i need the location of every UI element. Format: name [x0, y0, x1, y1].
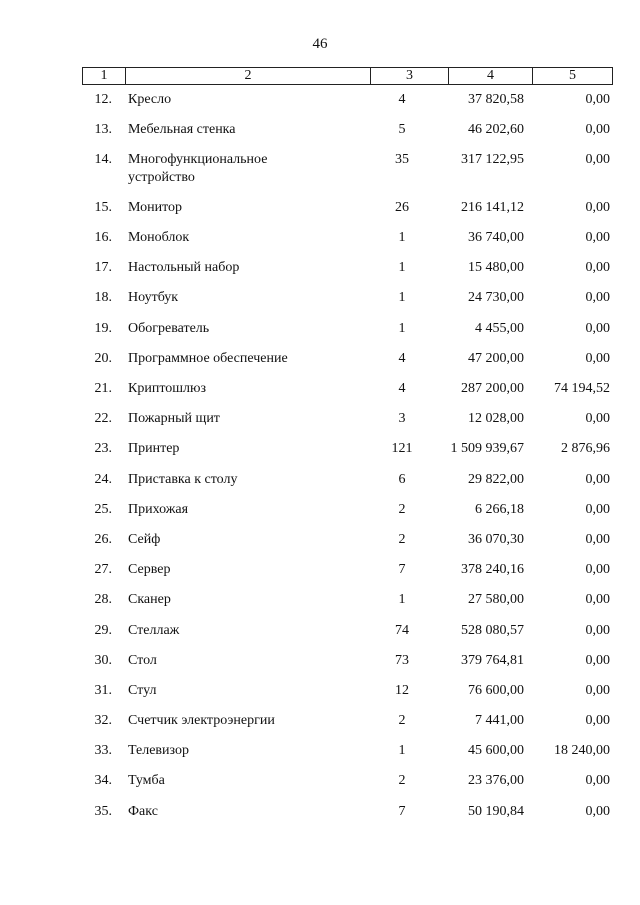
item-sum: 15 480,00: [468, 260, 524, 276]
row-number: 15.: [94, 199, 112, 215]
row-number: 17.: [94, 260, 112, 276]
item-sum: 29 822,00: [468, 471, 524, 487]
item-extra: 0,00: [585, 562, 610, 578]
item-quantity: 26: [395, 199, 409, 215]
row-number: 26.: [94, 531, 112, 547]
item-extra: 0,00: [585, 682, 610, 698]
item-quantity: 74: [395, 622, 409, 638]
item-name: Моноблок: [128, 230, 190, 246]
row-number: 21.: [94, 381, 112, 396]
item-name: Сканер: [128, 592, 171, 608]
item-extra: 0,00: [585, 230, 610, 246]
item-sum: 36 740,00: [468, 230, 524, 246]
item-name: Настольный набор: [128, 260, 240, 276]
table-row: [82, 440, 612, 470]
item-extra: 0,00: [585, 471, 610, 487]
table-row: [82, 199, 612, 229]
item-extra: 0,00: [585, 199, 610, 215]
item-quantity: 121: [391, 441, 413, 457]
row-number: 20.: [94, 350, 112, 366]
row-number: 22.: [94, 411, 112, 427]
item-name: Телевизор: [128, 743, 189, 759]
table-row: [82, 772, 612, 802]
item-sum: 216 141,12: [461, 199, 524, 215]
item-sum: 50 190,84: [468, 803, 524, 819]
item-extra: 0,00: [585, 122, 610, 138]
item-quantity: 6: [398, 471, 406, 487]
item-sum: 24 730,00: [468, 290, 524, 306]
table-row: [82, 501, 612, 531]
item-extra: 0,00: [585, 713, 610, 729]
item-extra: 0,00: [585, 773, 610, 789]
table-row: [82, 151, 612, 199]
table-row: [82, 712, 612, 742]
item-quantity: 1: [398, 290, 406, 306]
row-number: 33.: [94, 743, 112, 759]
item-quantity: 2: [398, 501, 406, 517]
item-sum: 4 455,00: [475, 320, 524, 336]
item-name: Стул: [128, 682, 157, 698]
page-number: 46: [312, 36, 328, 52]
item-name: Тумба: [128, 773, 165, 789]
table-row: [82, 121, 612, 151]
item-quantity: 2: [398, 773, 406, 789]
item-extra: 0,00: [585, 501, 610, 517]
table-row: [82, 803, 612, 833]
table-row: [82, 652, 612, 682]
item-name: Программное обеспечение: [128, 350, 288, 366]
item-extra: 0,00: [585, 92, 610, 107]
item-name: Принтер: [128, 441, 180, 457]
item-quantity: 35: [395, 152, 409, 168]
item-name: Ноутбук: [128, 290, 179, 306]
item-quantity: 1: [398, 260, 406, 276]
item-name: Монитор: [128, 199, 183, 215]
item-sum: 27 580,00: [468, 592, 524, 608]
item-sum: 37 820,58: [468, 92, 524, 107]
item-sum: 379 764,81: [461, 652, 524, 668]
item-quantity: 1: [398, 230, 406, 246]
item-name: Пожарный щит: [128, 411, 220, 427]
item-extra: 74 194,52: [554, 381, 610, 396]
item-name: Обогреватель: [128, 320, 210, 336]
row-number: 35.: [94, 803, 112, 819]
row-number: 25.: [94, 501, 112, 517]
item-sum: 287 200,00: [461, 381, 524, 396]
row-number: 16.: [94, 230, 112, 246]
item-sum: 6 266,18: [475, 501, 524, 517]
table-row: [82, 350, 612, 380]
item-quantity: 7: [398, 562, 406, 578]
row-number: 19.: [94, 320, 112, 336]
row-number: 23.: [94, 441, 112, 457]
item-sum: 528 080,57: [461, 622, 524, 638]
item-name: Прихожая: [128, 501, 189, 517]
column-number-2: 2: [126, 68, 371, 85]
table-row: [82, 622, 612, 652]
item-name: Счетчик электроэнергии: [128, 713, 275, 729]
table-row: [82, 591, 612, 621]
item-quantity: 5: [398, 122, 406, 138]
row-number: 12.: [94, 92, 112, 107]
item-quantity: 12: [395, 682, 409, 698]
item-name: Факс: [128, 803, 158, 819]
item-quantity: 4: [398, 92, 406, 107]
item-extra: 0,00: [585, 622, 610, 638]
item-sum: 36 070,30: [468, 531, 524, 547]
column-number-header: [82, 67, 613, 85]
table-row: [82, 380, 612, 410]
column-number-5: 5: [533, 68, 613, 85]
item-extra: 0,00: [585, 531, 610, 547]
item-quantity: 7: [398, 803, 406, 819]
item-sum: 378 240,16: [461, 562, 524, 578]
table-row: [82, 471, 612, 501]
table-row: [82, 410, 612, 440]
row-number: 13.: [94, 122, 112, 138]
table-row: [82, 682, 612, 712]
table-row: [82, 320, 612, 350]
item-name: Многофункциональное устройство: [128, 152, 268, 186]
item-sum: 47 200,00: [468, 350, 524, 366]
item-sum: 317 122,95: [461, 152, 524, 168]
item-sum: 23 376,00: [468, 773, 524, 789]
column-number-1: 1: [83, 68, 126, 85]
item-quantity: 4: [398, 381, 406, 396]
table-row: [82, 561, 612, 591]
table-body: [82, 91, 612, 833]
row-number: 29.: [94, 622, 112, 638]
row-number: 31.: [94, 682, 112, 698]
row-number: 24.: [94, 471, 112, 487]
table-row: [82, 531, 612, 561]
item-extra: 0,00: [585, 803, 610, 819]
item-extra: 0,00: [585, 290, 610, 306]
item-extra: 0,00: [585, 152, 610, 168]
item-name: Сейф: [128, 531, 161, 547]
item-name: Кресло: [128, 92, 172, 107]
item-extra: 18 240,00: [554, 743, 610, 759]
item-sum: 12 028,00: [468, 411, 524, 427]
item-extra: 0,00: [585, 652, 610, 668]
column-number-3: 3: [371, 68, 449, 85]
item-sum: 45 600,00: [468, 743, 524, 759]
item-extra: 2 876,96: [561, 441, 610, 457]
item-name: Стеллаж: [128, 622, 180, 638]
column-number-row: [83, 68, 613, 85]
table-row: [82, 91, 612, 121]
item-extra: 0,00: [585, 320, 610, 336]
row-number: 34.: [94, 773, 112, 789]
table-row: [82, 229, 612, 259]
item-sum: 7 441,00: [475, 713, 524, 729]
item-sum: 76 600,00: [468, 682, 524, 698]
item-quantity: 1: [398, 320, 406, 336]
item-quantity: 73: [395, 652, 409, 668]
column-number-4: 4: [449, 68, 533, 85]
row-number: 18.: [94, 290, 112, 306]
item-extra: 0,00: [585, 411, 610, 427]
table-row: [82, 259, 612, 289]
item-name: Мебельная стенка: [128, 122, 236, 138]
item-quantity: 1: [398, 592, 406, 608]
table-row: [82, 289, 612, 319]
table-row: [82, 742, 612, 772]
item-quantity: 1: [398, 743, 406, 759]
item-quantity: 2: [398, 531, 406, 547]
row-number: 14.: [94, 152, 112, 168]
row-number: 30.: [94, 652, 112, 668]
item-name: Сервер: [128, 562, 171, 578]
row-number: 28.: [94, 592, 112, 608]
item-extra: 0,00: [585, 592, 610, 608]
item-sum: 46 202,60: [468, 122, 524, 138]
row-number: 27.: [94, 562, 112, 578]
item-sum: 1 509 939,67: [450, 441, 524, 457]
row-number: 32.: [94, 713, 112, 729]
item-name: Стол: [128, 652, 157, 668]
item-extra: 0,00: [585, 350, 610, 366]
item-name: Приставка к столу: [128, 471, 238, 487]
item-extra: 0,00: [585, 260, 610, 276]
item-quantity: 3: [398, 411, 406, 427]
item-quantity: 2: [398, 713, 406, 729]
item-quantity: 4: [398, 350, 406, 366]
item-name: Криптошлюз: [128, 381, 207, 396]
